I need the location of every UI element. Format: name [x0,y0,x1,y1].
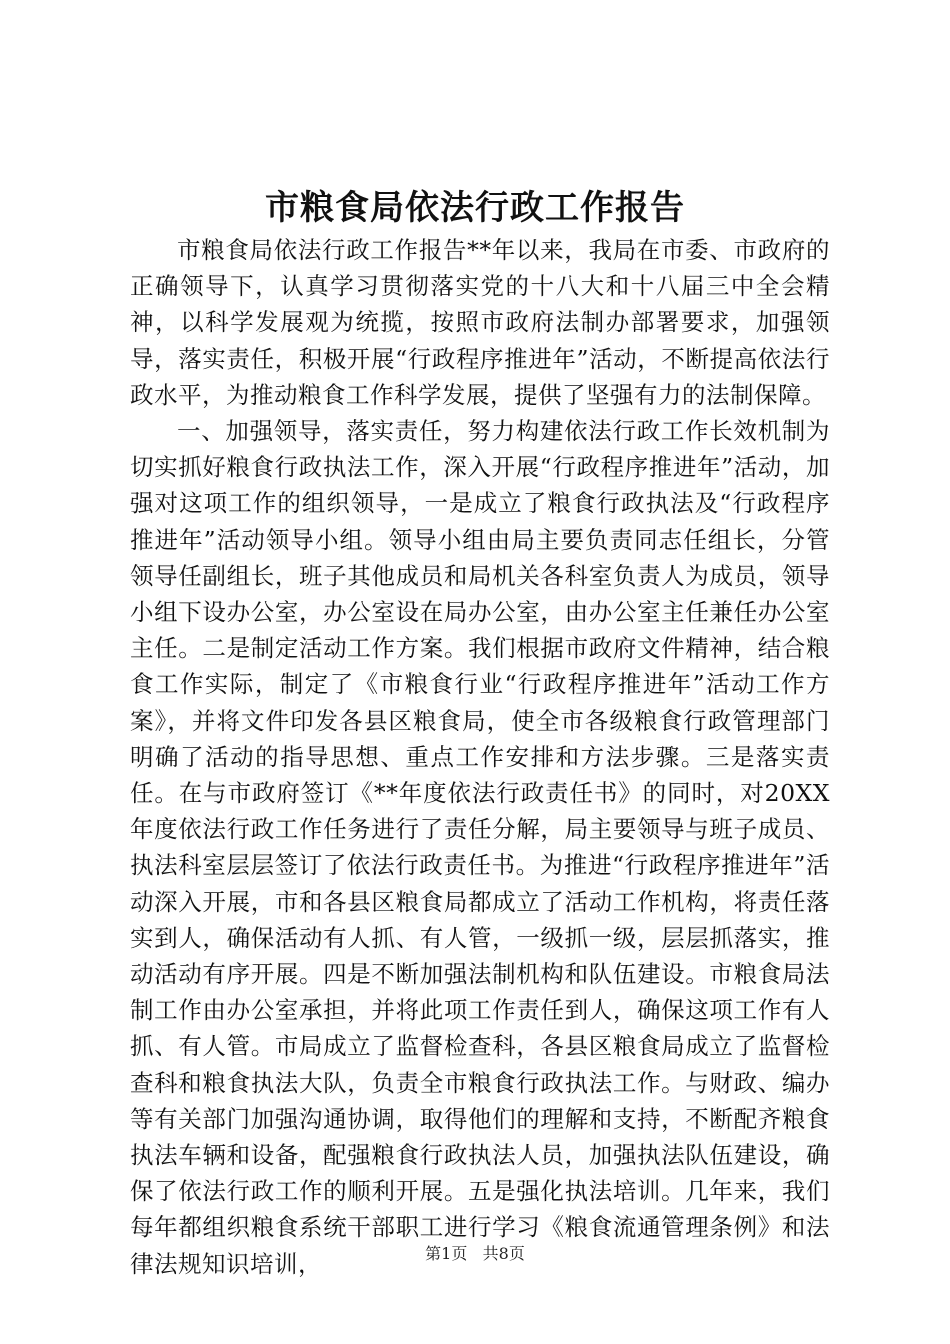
document-body [130,232,830,1282]
paragraph-intro: 市粮食局依法行政工作报告**年以来，我局在市委、市政府的正确领导下，认真学习贯彻落实党的十八大和十八届三中全会精神，以科学发展观为统揽，按照市政府法制办部署要求，加强领导，落实责任，积极开展“行政程序推进年”活动，不断提高依法行政水平，为推动粮食工作科学发展，提供了坚强有力的法制保障。 [130,236,830,409]
page-footer [0,1244,950,1264]
document-title: 市粮食局依法行政工作报告 [265,188,685,228]
paragraph-section-one: 一、加强领导，落实责任，努力构建依法行政工作长效机制为切实抓好粮食行政执法工作，深入开展“行政程序推进年”活动，加强对这项工作的组织领导，一是成立了粮食行政执法及“行政程序推进年”活动领导小组。领导小组由局主要负责同志任组长，分管领导任副组长，班子其他成员和局机关各科室负责人为成员，领导小组下设办公室，办公室设在局办公室，由办公室主任兼任办公室主任。二是制定活动工作方案。我们根据市政府文件精神，结合粮食工作实际，制定了《市粮食行业“行政程序推进年”活动工作方案》，并将文件印发各县区粮食局，使全市各级粮食行政管理部门明确了活动的指导思想、重点工作安排和方法步骤。三是落实责任。在与市政府签订《**年度依法行政责任书》的同时，对20XX年度依法行政工作任务进行了责任分解，局主要领导与班子成员、执法科室层层签订了依法行政责任书。为推进“行政程序推进年”活动深入开展，市和各县区粮食局都成立了活动工作机构，将责任落实到人，确保活动有人抓、有人管，一级抓一级，层层抓落实，推动活动有序开展。四是不断加强法制机构和队伍建设。市粮食局法制工作由办公室承担，并将此项工作责任到人，确保这项工作有人抓、有人管。市局成立了监督检查科，各县区粮食局成立了监督检查科和粮食执法大队，负责全市粮食行政执法工作。与财政、编办等有关部门加强沟通协调，取得他们的理解和支持，不断配齐粮食执法车辆和设备，配强粮食行政执法人员，加强执法队伍建设，确保了依法行政工作的顺利开展。五是强化执法培训。几年来，我们每年都组织粮食系统干部职工进行学习《粮食流通管理条例》和法律法规知识培训， [130,417,830,1278]
page-total: 共8页 [482,1244,525,1263]
page-separator [472,1244,477,1263]
page-number: 第1页 [425,1244,468,1263]
